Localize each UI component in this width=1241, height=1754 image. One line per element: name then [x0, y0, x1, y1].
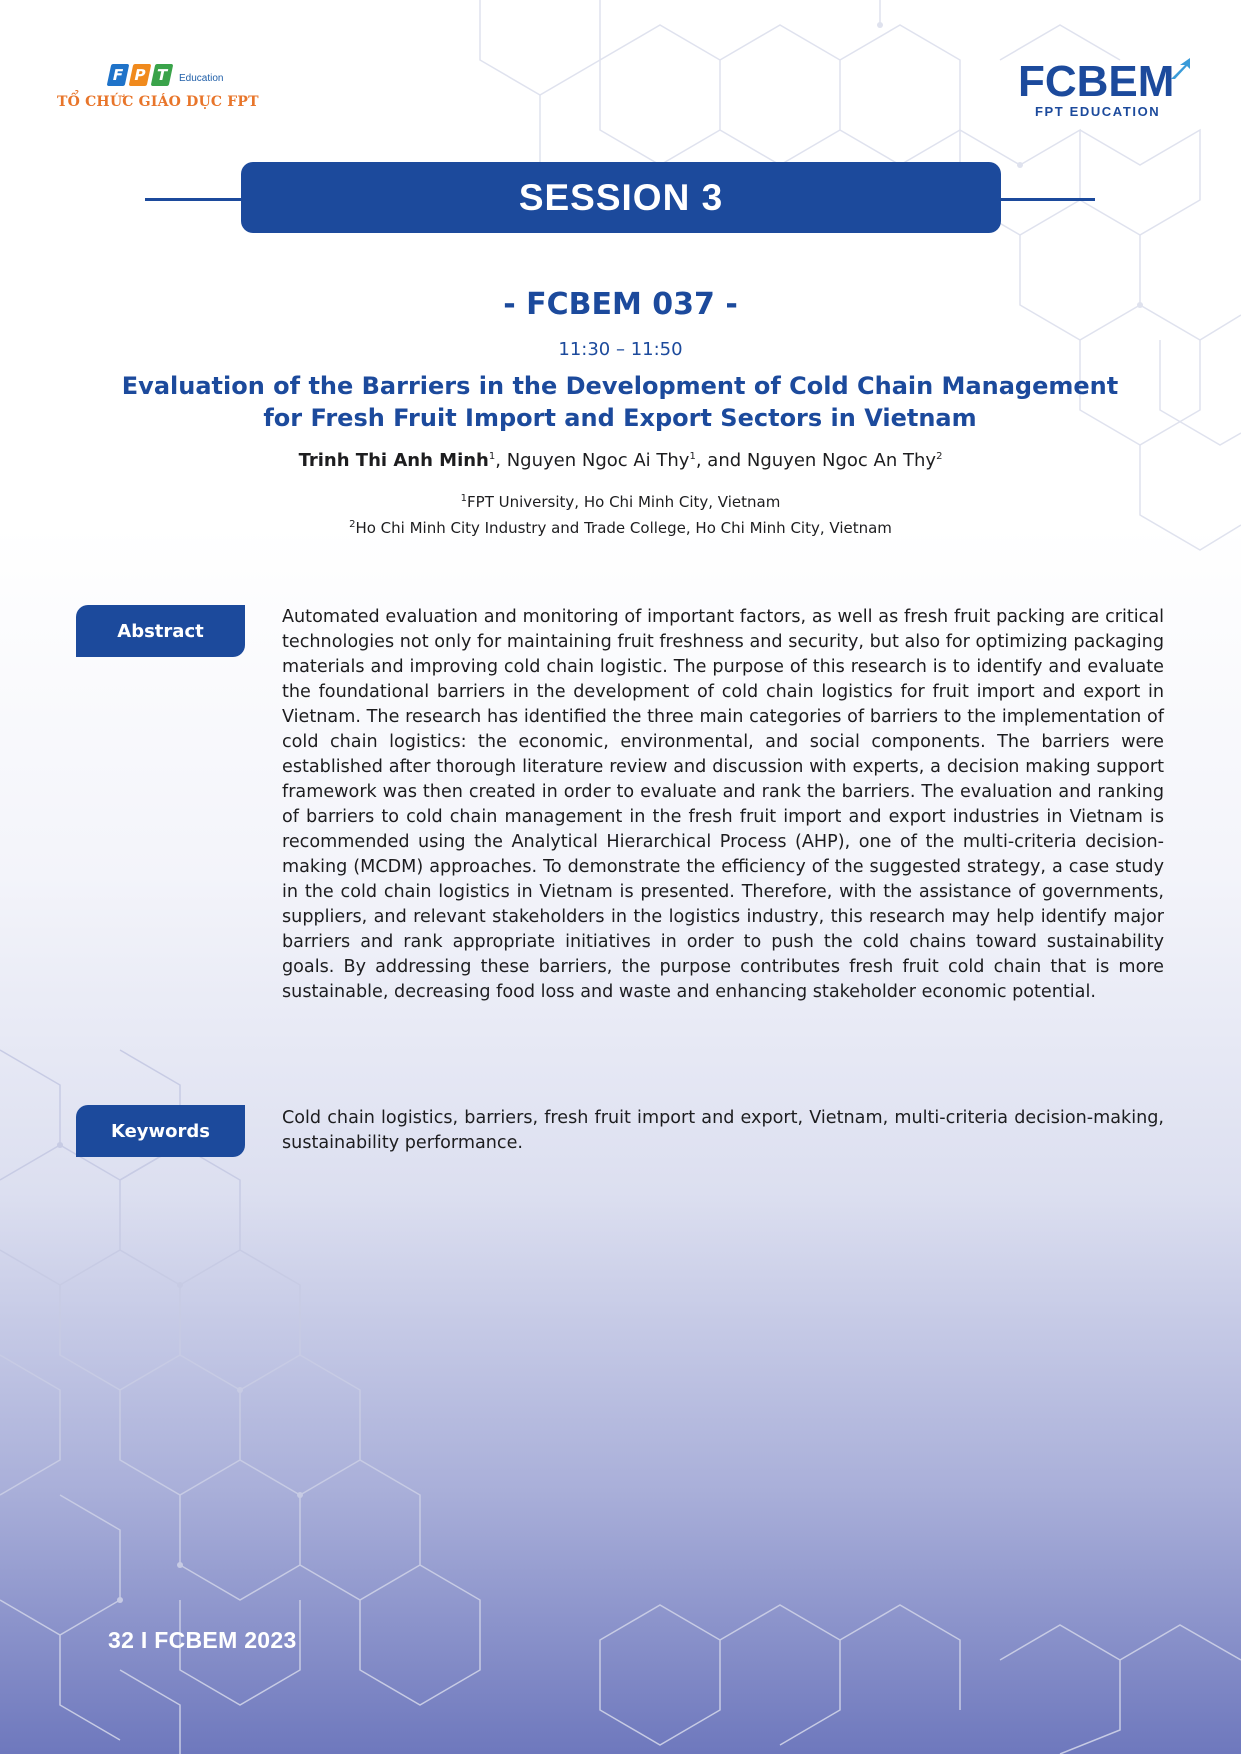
abstract-text: Automated evaluation and monitoring of important factors, as well as fresh fruit packing are critical technologies not only for maintaining fruit freshness and security, but also for optimizing packaging materials and improving cold chain logistic. The purpose of this research is to identify and evaluate the foundational barriers in the development of cold chain logistics for fruit import and export in Vietnam. The research has identified the three main categories of barriers to the implementation of cold chain logistics: the economic, environmental, and social components. The barriers were established after thorough literature review and discussion with experts, a decision making support framework was then created in order to evaluate and rank the barriers. The evaluation and ranking of barriers to cold chain management in the fresh fruit import and export industries in Vietnam is recommended using the Analytical Hierarchical Process (AHP), one of the multi-criteria decision-making (MCDM) approaches. To demonstrate the efficiency of the suggested strategy, a case study in the cold chain logistics in Vietnam is presented. Therefore, with the assistance of governments, suppliers, and relevant stakeholders in the logistics industry, this research may help identify major barriers and rank appropriate initiatives in order to push the cold chains toward sustainability goals. By addressing these barriers, the purpose contributes fresh fruit cold chain that is more sustainable, decreasing food loss and waste and enhancing stakeholder economic potential. [282, 607, 1164, 1002]
banner-line-left [145, 198, 245, 201]
paper-code: - FCBEM 037 - [503, 287, 738, 322]
fpt-org-name: TỔ CHỨC GIÁO DỤC FPT [57, 94, 259, 110]
keywords-label [76, 1105, 245, 1157]
keywords-text: Cold chain logistics, barriers, fresh fruit import and export, Vietnam, multi-criteria decision-making, sustainability performance. [282, 1108, 1164, 1153]
fcbem-logo [1018, 57, 1188, 119]
up-arrow-icon [1168, 56, 1194, 82]
author-third: , and Nguyen Ngoc An Thy [695, 450, 937, 471]
fpt-logo-mark [109, 64, 267, 86]
fpt-logo-letter-t: T [151, 64, 174, 86]
author-primary-affil: 1 [488, 451, 496, 462]
affiliation-1 [0, 493, 1241, 511]
abstract-label [76, 605, 245, 657]
author-second-affil: 1 [689, 451, 696, 462]
affiliation-2-text: Ho Chi Minh City Industry and Trade College, Ho Chi Minh City, Vietnam [355, 519, 892, 537]
fpt-logo-education-text: Education [179, 73, 224, 84]
abstract-label-text: Abstract [117, 620, 204, 642]
banner-line-right [995, 198, 1095, 201]
affiliation-1-text: FPT University, Ho Chi Minh City, Vietnam [467, 493, 781, 511]
fcbem-logo-text: FCBEM [1018, 57, 1175, 106]
author-primary: Trinh Thi Anh Minh [298, 450, 489, 471]
paper-title-line-2: for Fresh Fruit Import and Export Sectors in Vietnam [263, 404, 977, 432]
affiliation-2-sup: 2 [349, 519, 356, 530]
session-banner [241, 162, 1001, 233]
fpt-logo-letter-f: F [107, 64, 130, 86]
fpt-logo-letter-p: P [129, 64, 152, 86]
affiliation-1-sup: 1 [460, 493, 468, 504]
author-third-affil: 2 [936, 451, 943, 462]
paper-time: 11:30 – 11:50 [558, 339, 683, 360]
keywords-label-text: Keywords [110, 1120, 211, 1142]
session-title: SESSION 3 [518, 176, 724, 218]
paper-authors [0, 450, 1241, 471]
fpt-education-logo [57, 64, 267, 110]
fcbem-logo-word [1018, 57, 1188, 106]
affiliation-2 [0, 519, 1241, 537]
page-footer: 32 I FCBEM 2023 [108, 1627, 297, 1653]
fcbem-logo-subtitle: FPT EDUCATION [1035, 104, 1161, 119]
author-second: , Nguyen Ngoc Ai Thy [495, 450, 690, 471]
paper-title [70, 370, 1170, 434]
paper-title-line-1: Evaluation of the Barriers in the Development of Cold Chain Management [121, 372, 1119, 400]
